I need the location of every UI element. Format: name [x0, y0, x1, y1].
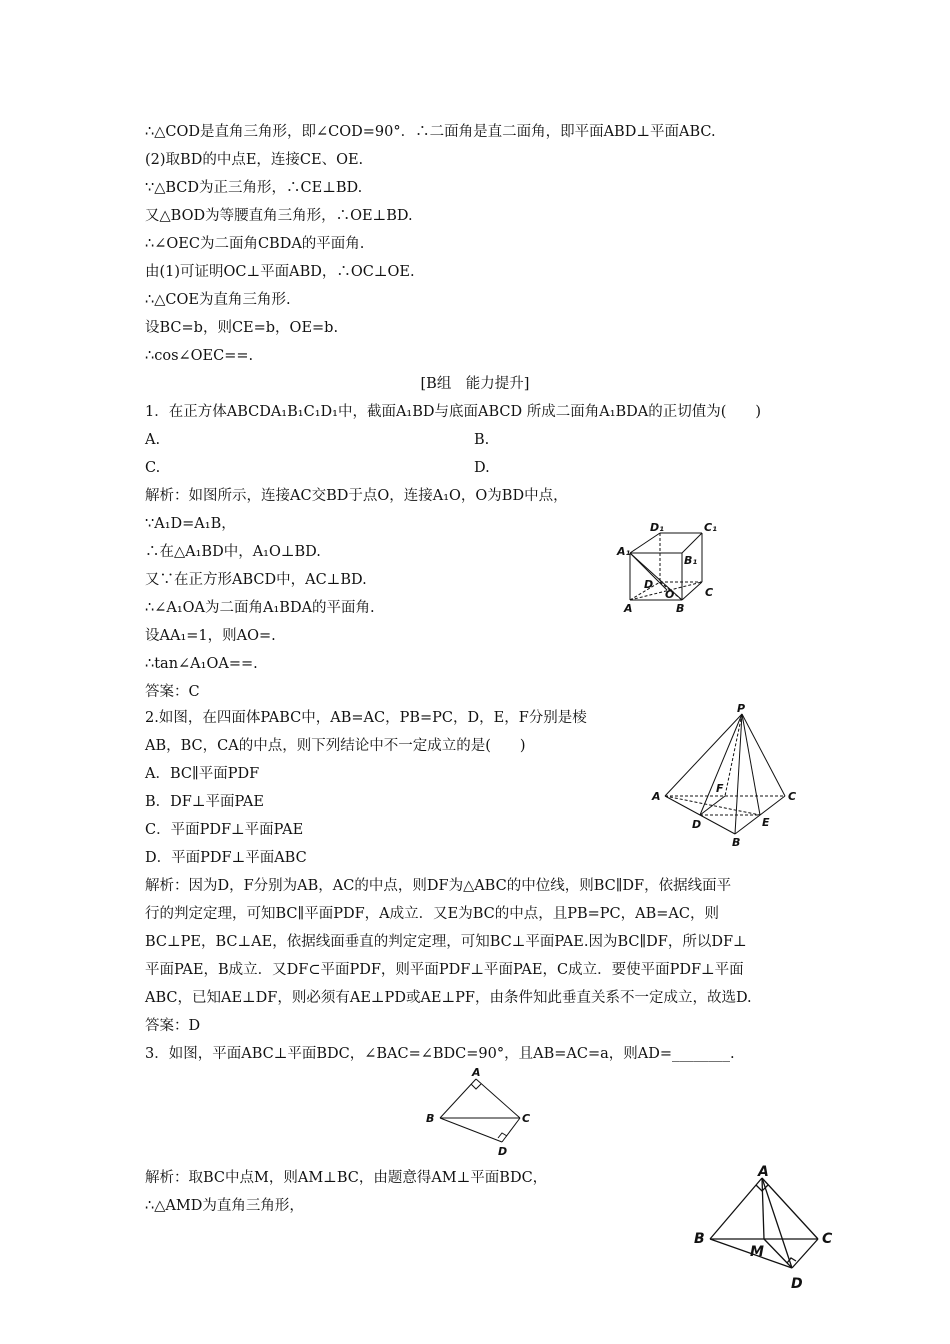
solution-line: 设AA₁=1，则AO=. — [145, 628, 276, 644]
solution-line: 解析：如图所示，连接AC交BD于点O，连接A₁O，O为BD中点， — [145, 488, 568, 504]
label-f: F — [716, 782, 724, 795]
label-c: C — [788, 790, 797, 803]
text-line: ∵△BCD为正三角形，∴CE⊥BD. — [145, 180, 363, 196]
label-c1: C₁ — [704, 521, 717, 534]
label-d: D — [498, 1145, 508, 1158]
question-1-stem: 1．在正方体ABCDA₁B₁C₁D₁中，截面A₁BD与底面ABCD 所成二面角A₁BDA的正切值为( ) — [145, 404, 762, 420]
triangle-figure — [420, 1064, 535, 1159]
solution-line: ∵A₁D=A₁B， — [145, 516, 236, 532]
pyramid-figure — [690, 1164, 840, 1294]
question-2-stem: 2.如图，在四面体PABC中，AB=AC，PB=PC，D，E，F分别是棱 — [145, 710, 587, 726]
option-c: C．平面PDF⊥平面PAE — [145, 822, 304, 838]
label-a1: A₁ — [617, 545, 631, 558]
label-c: C — [705, 586, 714, 599]
solution-line: BC⊥PE，BC⊥AE，依据线面垂直的判定定理，可知BC⊥平面PAE.因为BC∥DF，所以DF⊥ — [145, 934, 747, 950]
text-line: 设BC=b，则CE=b，OE=b. — [145, 320, 339, 336]
text-line: (2)取BD的中点E，连接CE、OE. — [145, 152, 364, 168]
label-m: M — [750, 1244, 764, 1260]
solution-line: ∴∠A₁OA为二面角A₁BDA的平面角. — [145, 600, 375, 616]
label-b: B — [732, 836, 741, 849]
question-3-stem: 3．如图，平面ABC⊥平面BDC，∠BAC=∠BDC=90°，且AB=AC=a，则AD=________. — [145, 1046, 735, 1062]
label-b1: B₁ — [684, 554, 698, 567]
cube-figure — [612, 520, 722, 615]
solution-line: 解析：取BC中点M，则AM⊥BC，由题意得AM⊥平面BDC， — [145, 1170, 548, 1186]
option-c: C. — [145, 460, 161, 476]
section-title: [B组 能力提升] — [420, 376, 530, 392]
question-2-stem: AB，BC，CA的中点，则下列结论中不一定成立的是( ) — [145, 738, 526, 754]
label-d1: D₁ — [650, 521, 664, 534]
label-a: A — [624, 602, 633, 615]
label-d: D — [791, 1276, 803, 1292]
label-a: A — [472, 1066, 481, 1079]
solution-line: 又∵在正方形ABCD中，AC⊥BD. — [145, 572, 367, 588]
label-b: B — [694, 1231, 705, 1247]
label-c: C — [822, 1231, 833, 1247]
answer-line: 答案：D — [145, 1018, 201, 1034]
option-a: A. — [145, 432, 161, 448]
option-b: B．DF⊥平面PAE — [145, 794, 264, 810]
text-line: ∴△COD是直角三角形，即∠COD=90°．∴二面角是直二面角，即平面ABD⊥平面ABC. — [145, 124, 716, 140]
option-d: D．平面PDF⊥平面ABC — [145, 850, 307, 866]
label-a: A — [652, 790, 661, 803]
text-line: ∴△COE为直角三角形. — [145, 292, 291, 308]
label-b: B — [676, 602, 685, 615]
label-b: B — [426, 1112, 435, 1125]
solution-line: ABC，已知AE⊥DF，则必须有AE⊥PD或AE⊥PF，由条件知此垂直关系不一定成立，故选D. — [145, 990, 752, 1006]
option-b: B. — [474, 432, 490, 448]
label-d: D — [644, 578, 654, 591]
text-line: ∴cos∠OEC==. — [145, 348, 254, 364]
solution-line: 解析：因为D，F分别为AB，AC的中点，则DF为△ABC的中位线，则BC∥DF，依据线面平 — [145, 878, 732, 894]
label-a: A — [758, 1164, 769, 1180]
label-p: P — [737, 704, 746, 715]
label-d: D — [692, 818, 702, 831]
solution-line: ∴在△A₁BD中，A₁O⊥BD. — [145, 544, 321, 560]
solution-line: 行的判定定理，可知BC∥平面PDF，A成立．又E为BC的中点，且PB=PC，AB=AC，则 — [145, 906, 719, 922]
answer-line: 答案：C — [145, 684, 200, 700]
label-o: O — [665, 588, 675, 601]
solution-line: ∴△AMD为直角三角形， — [145, 1198, 304, 1214]
solution-line: ∴tan∠A₁OA==. — [145, 656, 258, 672]
option-a: A．BC∥平面PDF — [145, 766, 260, 782]
label-c: C — [522, 1112, 531, 1125]
text-line: ∴∠OEC为二面角CBDA的平面角. — [145, 236, 365, 252]
text-line: 又△BOD为等腰直角三角形，∴OE⊥BD. — [145, 208, 413, 224]
tetrahedron-figure — [650, 704, 800, 850]
option-d: D. — [474, 460, 490, 476]
label-e: E — [762, 816, 770, 829]
solution-line: 平面PAE，B成立．又DF⊂平面PDF，则平面PDF⊥平面PAE，C成立．要使平面PDF⊥平面 — [145, 962, 744, 978]
text-line: 由(1)可证明OC⊥平面ABD，∴OC⊥OE. — [145, 264, 415, 280]
